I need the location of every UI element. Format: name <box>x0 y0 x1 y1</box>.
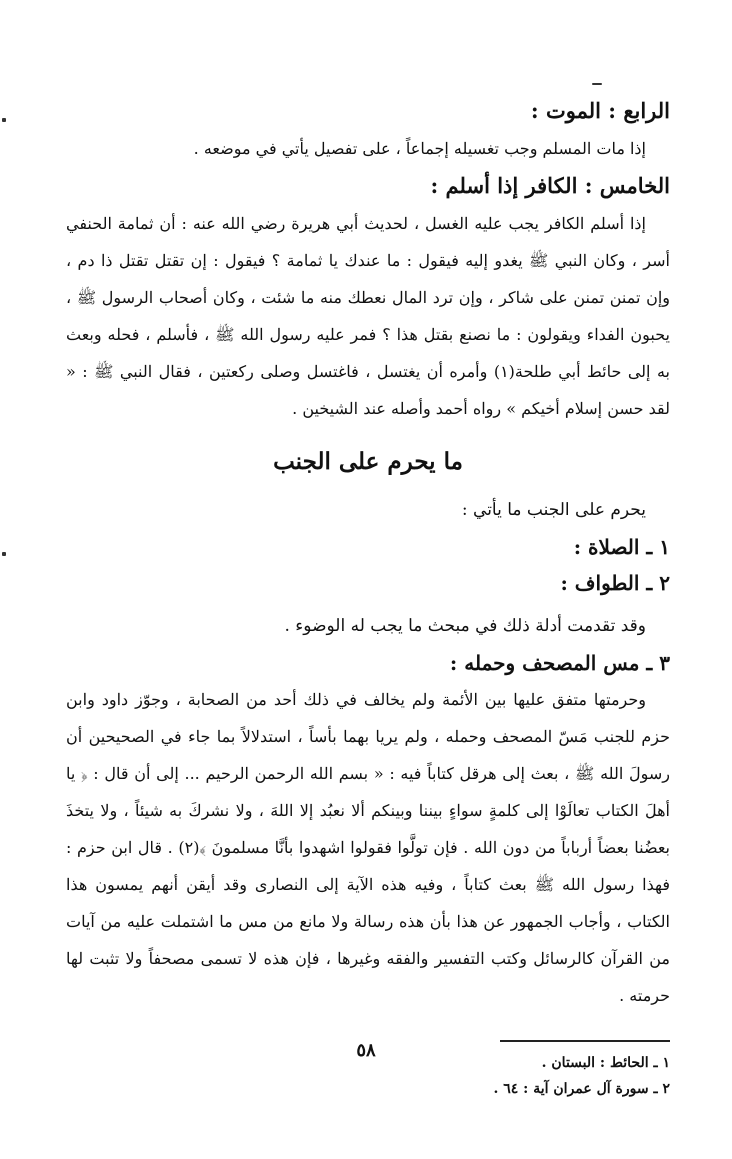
scan-speck <box>2 118 6 122</box>
scan-speck <box>592 83 602 85</box>
chapter-title: ما يحرم على الجنب <box>273 448 463 475</box>
footnote-1: ١ ـ الحائط : البستان . <box>541 1055 670 1071</box>
mushaf-text: وحرمتها متفق عليها بين الأئمة ولم يخالف في ذلك أحد من الصحابة ، وجوّز داود وابن حزم للجنب مَسّ المصحف وحمله ، ولم يريا بهما بأساً ، استدلالاً بما جاء في الصحيحين أن رسولَ الله ﷺ ، بعث إلى هرقل كتاباً فيه : « بسم الله الرحمن الرحيم ... إلى أن قال : ﴿ يا أهلَ الكتاب تعالَوْا إلى كلمةٍ سواءٍ بيننا وبينكم ألا نعبُد إلا اللهَ ، ولا نشركَ به شيئاً ، ولا يتخذَ بعضُنا بعضاً أرباباً من دون الله . فإن تولَّوا فقولوا اشهدوا بأنَّا مسلمونَ ﴾(٢) . قال ابن حزم : فهذا رسول الله ﷺ بعث كتاباً ، وفيه هذه الآية إلى النصارى وقد أيقن أنهم يمسون هذا الكتاب ، وأجاب الجمهور عن هذا بأن هذه رسالة ولا مانع من مس ما اشتملت عليه من آيات من القرآن كالرسائل وكتب التفسير والفقه وغيرها ، فإن هذه لا تسمى مصحفاً ولا تثبت لها حرمته . <box>66 690 671 1005</box>
section-text-death: إذا مات المسلم وجب تغسيله إجماعاً ، على تفصيل يأتي في موضعه . <box>193 139 646 158</box>
section-text-convert: إذا أسلم الكافر يجب عليه الغسل ، لحديث أبي هريرة رضي الله عنه : أن ثمامة الحنفي أسر ، وكان النبي ﷺ يغدو إليه فيقول : ما عندك يا ثمامة ؟ فيقول : إن تقتل تقتل ذا دم ، وإن تمنن تمنن على شاكر ، وإن ترد المال نعطك منه ما شئت ، وكان أصحاب الرسول ﷺ ، يحبون الفداء ويقولون : ما نصنع بقتل هذا ؟ فمر عليه رسول الله ﷺ ، فأسلم ، فحله وبعث به إلى حائط أبي طلحة(١) وأمره أن يغتسل ، فاغتسل وصلى ركعتين ، فقال النبي ﷺ : « لقد حسن إسلام أخيكم » رواه أحمد وأصله عند الشيخين . <box>66 214 670 418</box>
forbidden-note: وقد تقدمت أدلة ذلك في مبحث ما يجب له الوضوء . <box>284 616 646 636</box>
list-item-prayer: ١ ـ الصلاة : <box>573 535 670 559</box>
scan-speck <box>2 552 6 556</box>
list-item-mushaf: ٣ ـ مس المصحف وحمله : <box>449 651 670 675</box>
list-item-tawaf: ٢ ـ الطواف : <box>560 571 670 595</box>
section-heading-death: الرابع : الموت : <box>530 98 670 123</box>
section-heading-convert: الخامس : الكافر إذا أسلم : <box>430 173 670 198</box>
footnote-2: ٢ ـ سورة آل عمران آية : ٦٤ . <box>493 1081 670 1097</box>
page-number: ٥٨ <box>356 1040 376 1061</box>
forbidden-intro: يحرم على الجنب ما يأتي : <box>461 500 646 520</box>
